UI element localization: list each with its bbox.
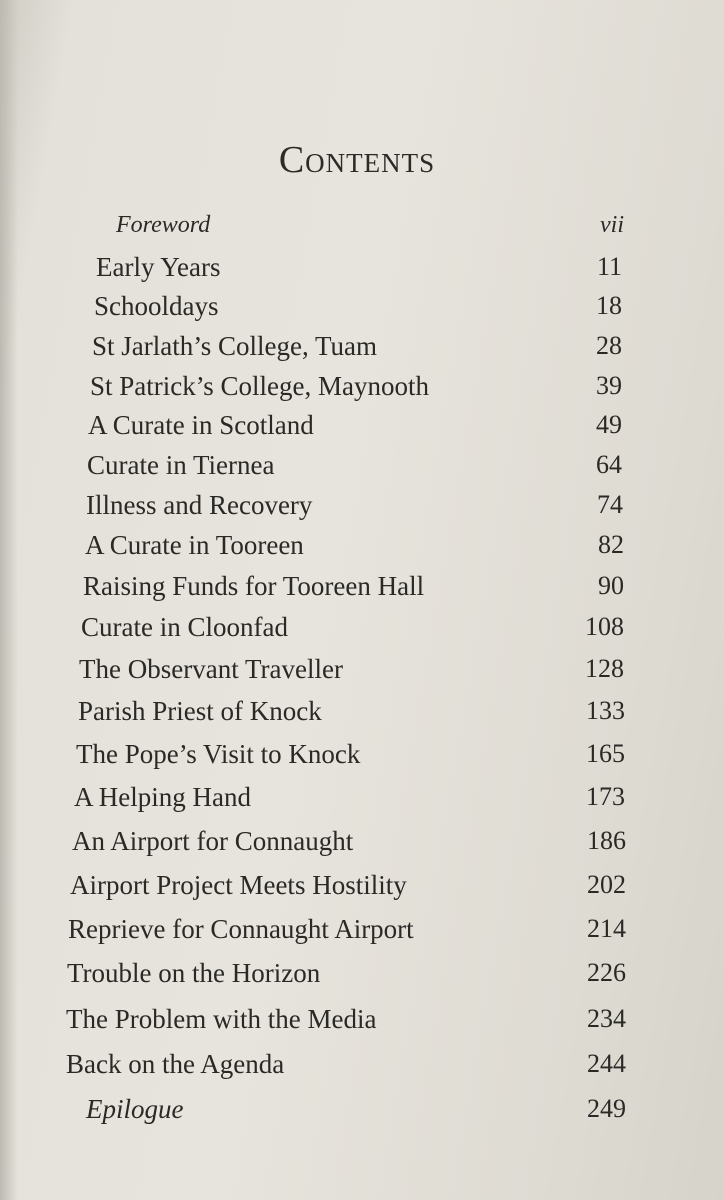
toc-entry-page: 11 [596, 252, 622, 281]
toc-entry-title: Reprieve for Connaught Airport [68, 914, 414, 944]
toc-entry-title: Illness and Recovery [86, 490, 313, 520]
toc-entry-title: Curate in Tiernea [87, 450, 275, 480]
toc-entry-title: Early Years [96, 252, 221, 282]
toc-entry-page: 90 [598, 571, 624, 600]
toc-entry-page: 214 [587, 914, 626, 943]
toc-entry-page: 74 [597, 490, 623, 519]
toc-entry-page: 108 [585, 612, 624, 641]
toc-entry-page: 226 [587, 958, 626, 987]
toc-entry-page: 234 [587, 1004, 626, 1033]
toc-entry-title: St Jarlath’s College, Tuam [92, 331, 378, 361]
toc-entry-title: The Problem with the Media [66, 1004, 377, 1034]
toc-entry-title: The Observant Traveller [79, 654, 343, 684]
toc-entry-title: Raising Funds for Tooreen Hall [83, 571, 425, 601]
toc-entry-page: 128 [585, 654, 624, 683]
toc-entry-page: 186 [587, 826, 626, 855]
toc-entry-title: A Curate in Tooreen [85, 530, 304, 560]
toc-entry-page: 49 [596, 410, 622, 439]
toc-entry-title: St Patrick’s College, Maynooth [90, 371, 429, 401]
toc-entry-title: Back on the Agenda [66, 1049, 285, 1079]
toc-entry-title: The Pope’s Visit to Knock [76, 739, 361, 769]
toc-entry-page: 28 [596, 331, 622, 360]
toc-entry-title: Parish Priest of Knock [78, 696, 322, 726]
toc-entry-page: 39 [596, 371, 622, 400]
toc-entry-title: Foreword [116, 212, 211, 238]
toc-entry-page: 64 [596, 450, 622, 479]
toc-entry-title: A Helping Hand [74, 782, 251, 812]
toc-entry-title: A Curate in Scotland [88, 410, 314, 440]
toc-entry-page: 244 [587, 1049, 626, 1078]
toc-entry-page: 18 [596, 291, 622, 320]
toc-entry-title: Curate in Cloonfad [81, 612, 288, 642]
toc-entry-title: Schooldays [94, 291, 219, 321]
toc-entry-title: Epilogue [86, 1094, 184, 1124]
toc-entry-title: Trouble on the Horizon [67, 958, 321, 988]
toc-entry-page: 82 [598, 530, 624, 559]
toc-entry-page: 173 [586, 782, 625, 811]
toc-entry-page: 249 [587, 1094, 626, 1123]
toc-entry-page: 165 [586, 739, 625, 768]
toc-entry-page: 202 [587, 870, 626, 899]
toc-entry-page: vii [600, 212, 624, 238]
contents-heading: Contents [278, 139, 436, 181]
toc-entry-page: 133 [586, 696, 625, 725]
toc-entry-title: Airport Project Meets Hostility [70, 870, 407, 900]
toc-entry-title: An Airport for Connaught [72, 826, 354, 856]
